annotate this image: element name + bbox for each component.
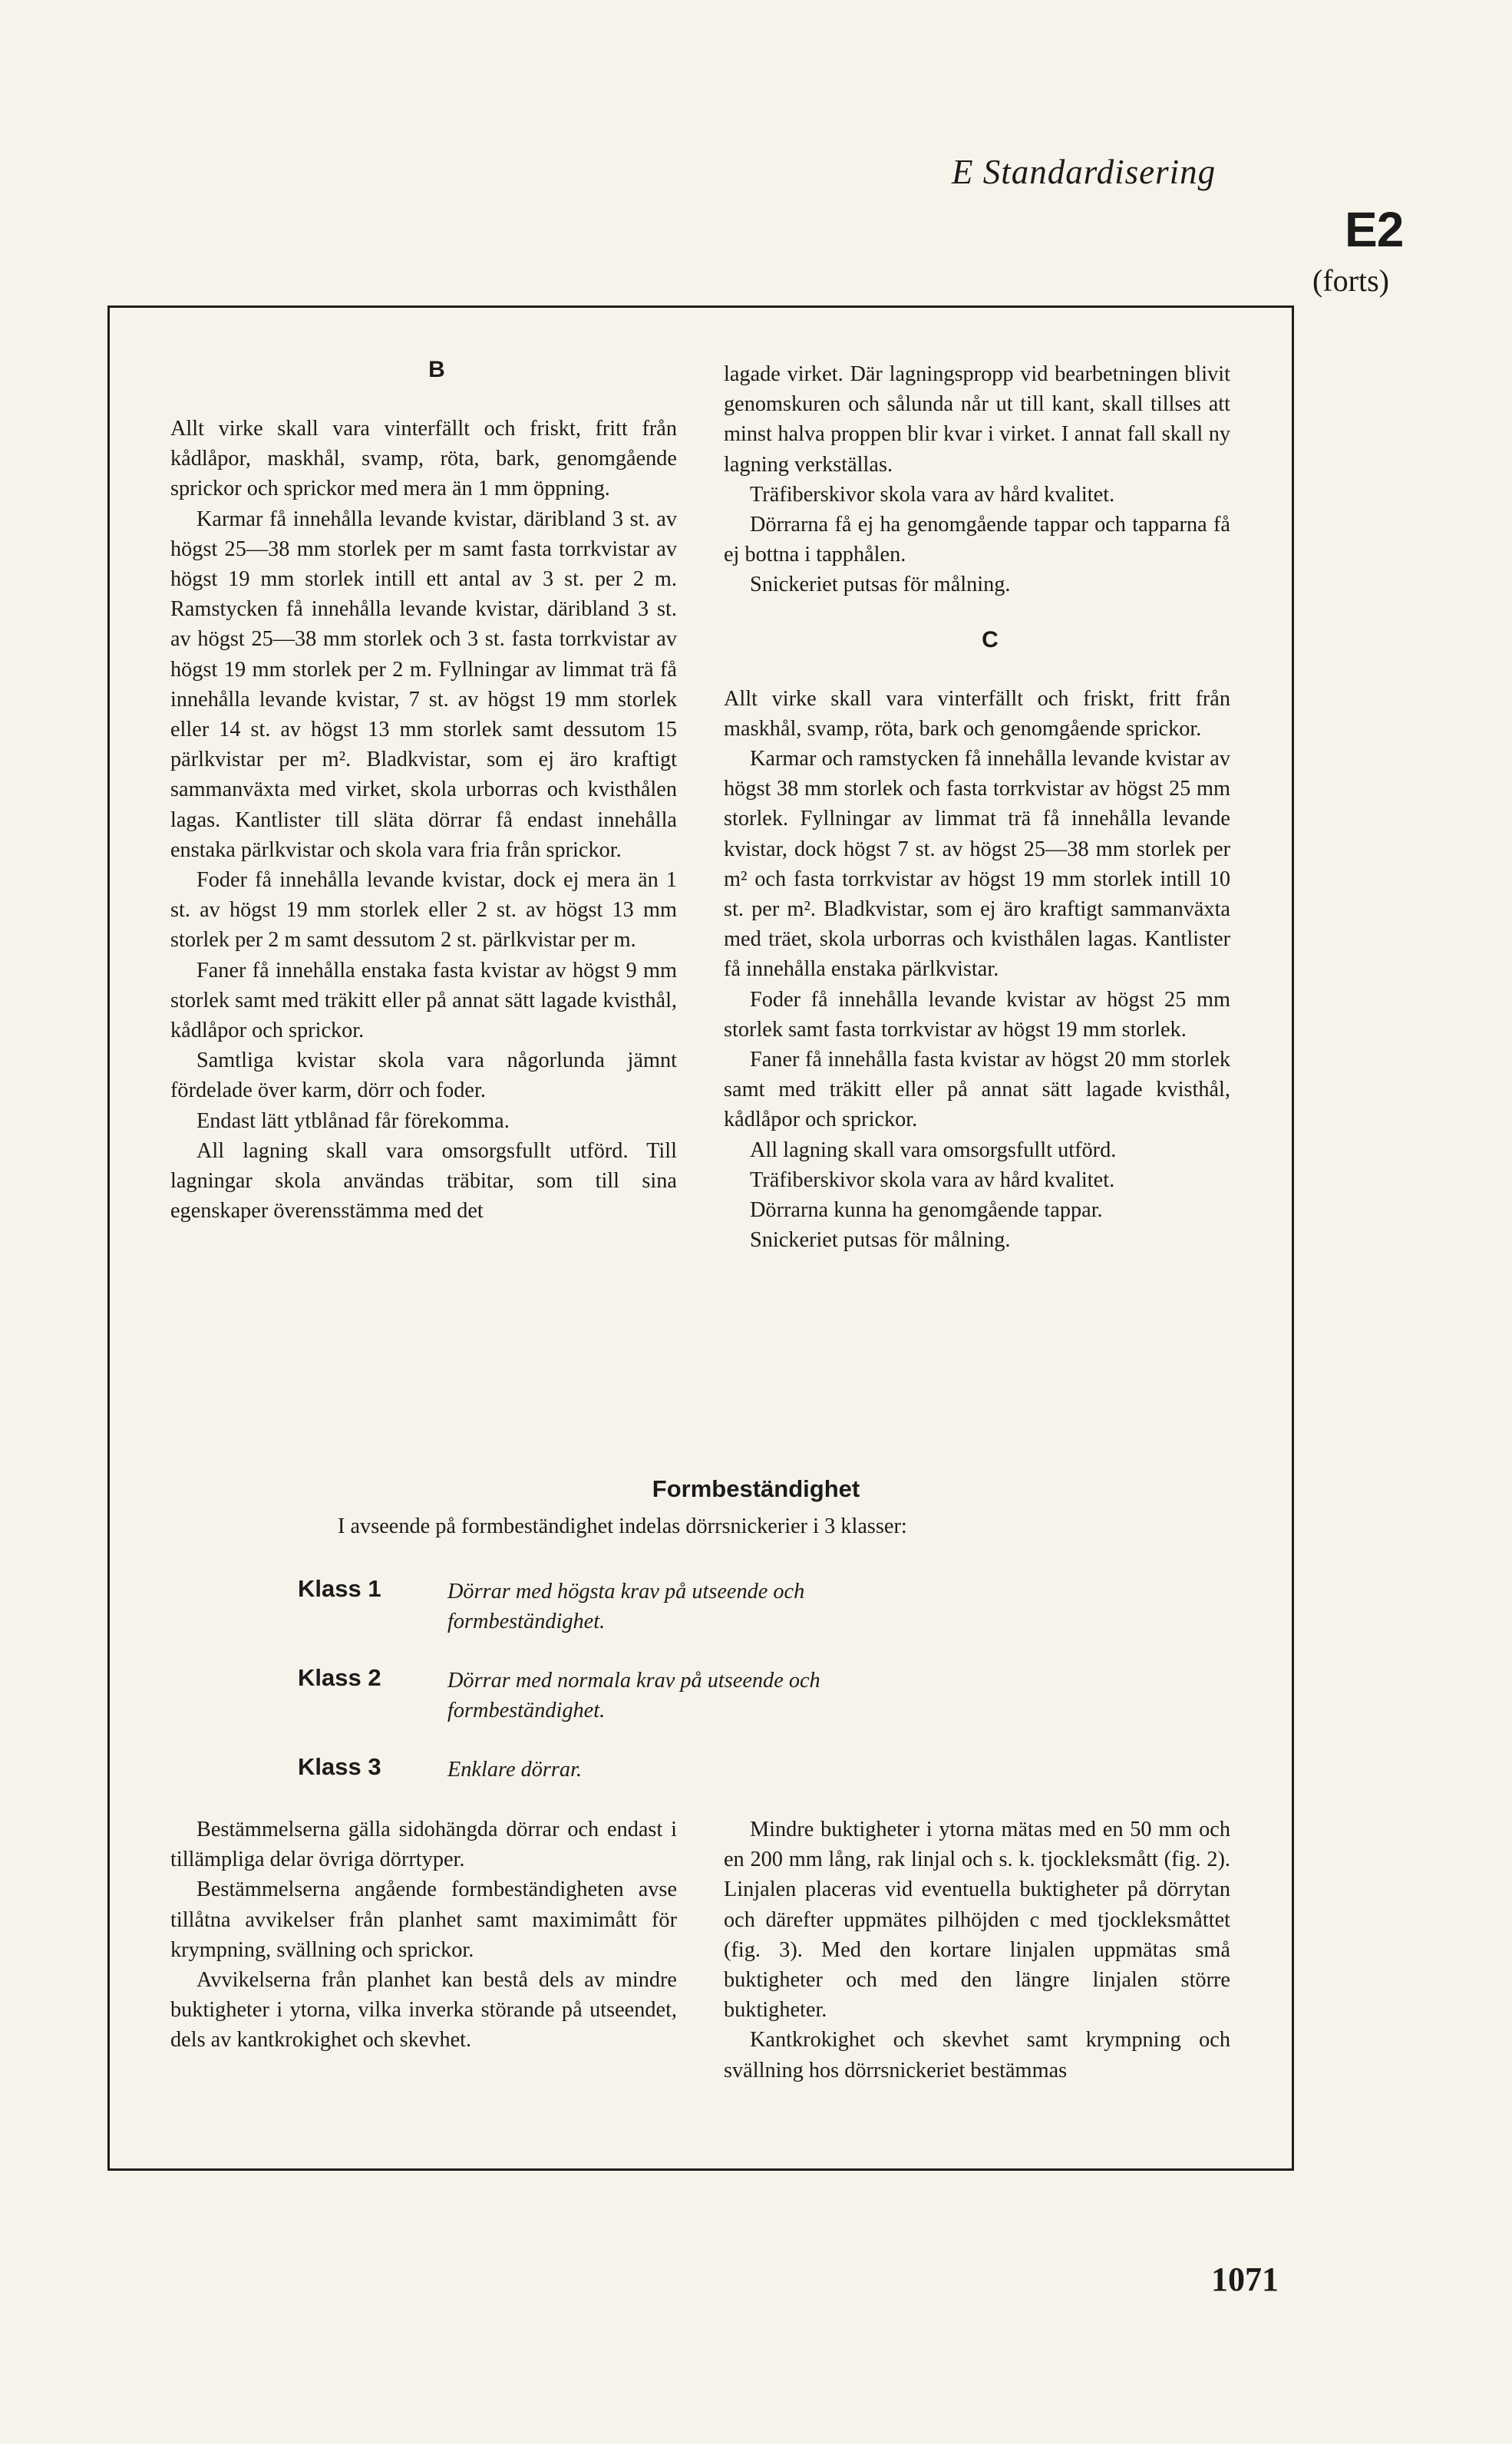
- paragraph: Faner få innehålla enstaka fasta kvistar av högst 9 mm storlek samt med träkitt eller på annat sätt lagade kvisthål, kådlåpor och sprickor.: [170, 958, 677, 1043]
- paragraph: Allt virke skall vara vinterfällt och friskt, fritt från maskhål, svamp, röta, bark och genomgående sprickor.: [724, 686, 1230, 741]
- paragraph: Foder få innehålla levande kvistar av högst 25 mm storlek samt fasta torrkvistar av högst 19 mm storlek.: [724, 987, 1230, 1042]
- paragraph: Träfiberskivor skola vara av hård kvalitet.: [750, 482, 1115, 507]
- column-c: [724, 359, 1230, 1255]
- section-code: E2: [1345, 202, 1404, 257]
- paragraph: Bestämmelserna angående formbeständigheten avse tillåtna avvikelser från planhet samt maximimått för krympning, svällning och sprickor.: [170, 1878, 677, 1962]
- paragraph: All lagning skall vara omsorgsfullt utförd. Till lagningar skola användas träbitar, som till sina egenskaper överensstämma med det: [170, 1138, 677, 1224]
- class-1-description: Dörrar med högsta krav på utseende och formbeständighet.: [447, 1580, 805, 1633]
- paragraph: Bestämmelserna gälla sidohängda dörrar och endast i tillämpliga delar övriga dörrtyper.: [170, 1818, 677, 1872]
- paragraph: Snickeriet putsas för målning.: [750, 573, 1011, 597]
- continued-label: (forts): [1312, 263, 1389, 298]
- page-number: 1071: [1211, 2261, 1279, 2298]
- section-title: E Standardisering: [952, 153, 1217, 191]
- column-b: [170, 355, 677, 1226]
- paragraph: Avvikelserna från planhet kan bestå dels av mindre buktigheter i ytorna, vilka inverka störande på utseendet, dels av kantkrokighet och skevhet.: [170, 1968, 677, 2053]
- formbestandighet-heading: Formbeständighet: [652, 1475, 860, 1502]
- paragraph: Dörrarna få ej ha genomgående tappar och tapparna få ej bottna i tapphålen.: [724, 513, 1230, 567]
- class-3-label: Klass 3: [298, 1753, 381, 1780]
- paragraph: lagade virket. Där lagningspropp vid bearbetningen blivit genomskuren och sålunda når ut till kant, skall tillses att minst halva proppen blir kvar i virket. I annat fall skall ny lagning verkställas.: [724, 362, 1230, 477]
- paragraph: Karmar få innehålla levande kvistar, däribland 3 st. av högst 25—38 mm storlek per m samt fasta torrkvistar av högst 19 mm storlek intill ett antal av 3 st. per 2 m. Ramstycken få innehålla levande kvistar, däribland 3 st. av högst 25—38 mm storlek och 3 st. fasta torrkvistar av högst 19 mm storlek per 2 m. Fyllningar av limmat trä få innehålla levande kvistar, 7 st. av högst 19 mm storlek eller 14 st. av högst 13 mm storlek samt dessutom 15 pärlkvistar per m². Bladkvistar, som ej äro kraftigt sammanväxta med virket, skola urborras och kvisthålen lagas. Kantlister till släta dörrar få endast innehålla enstaka pärlkvistar och skola vara fria från sprickor.: [170, 507, 677, 862]
- paragraph: Karmar och ramstycken få innehålla levande kvistar av högst 38 mm storlek och fasta torrkvistar av högst 25 mm storlek. Fyllningar av limmat trä få innehålla levande kvistar, dock högst 7 st. av högst 25—38 mm storlek per m² och fasta torrkvistar av högst 19 mm storlek intill 10 st. per m². Bladkvistar, som ej äro kraftigt sammanväxta med träet, skola urborras och kvisthålen lagas. Kantlister få innehålla enstaka pärlkvistar.: [724, 747, 1230, 982]
- class-2-description: Dörrar med normala krav på utseende och formbeständighet.: [447, 1669, 820, 1722]
- class-3-description: Enklare dörrar.: [447, 1758, 583, 1782]
- paragraph: Kantkrokighet och skevhet samt krympning och svällning hos dörrsnickeriet bestämmas: [724, 2028, 1230, 2082]
- paragraph: Foder få innehålla levande kvistar, dock ej mera än 1 st. av högst 19 mm storlek eller 2 st. av högst 13 mm storlek per 2 m samt dessutom 2 st. pärlkvistar per m.: [170, 868, 677, 953]
- bottom-left-column: [170, 1815, 677, 2056]
- paragraph: Träfiberskivor skola vara av hård kvalitet.: [750, 1168, 1115, 1192]
- class-2-label: Klass 2: [298, 1664, 381, 1691]
- column-b-heading: B: [428, 357, 445, 382]
- paragraph: Endast lätt ytblånad får förekomma.: [196, 1108, 510, 1133]
- paragraph: Faner få innehålla fasta kvistar av högst 20 mm storlek samt med träkitt eller på annat sätt lagade kvisthål, kådlåpor och sprickor.: [724, 1048, 1230, 1132]
- class-1-label: Klass 1: [298, 1575, 381, 1602]
- paragraph: Snickeriet putsas för målning.: [750, 1228, 1011, 1253]
- bottom-right-column: [724, 1815, 1230, 2086]
- paragraph: Dörrarna kunna ha genomgående tappar.: [750, 1198, 1103, 1223]
- paragraph: Mindre buktigheter i ytorna mätas med en 50 mm och en 200 mm lång, rak linjal och s. k. tjockleksmått (fig. 2). Linjalen placeras vid eventuella buktigheter på dörrytan och därefter uppmätes pilhöjden c med tjockleksmåttet (fig. 3). Med den kortare linjalen uppmätas små buktigheter och med den längre linjalen större buktigheter.: [724, 1818, 1230, 2023]
- paragraph: All lagning skall vara omsorgsfullt utförd.: [750, 1138, 1117, 1162]
- formbestandighet-intro: I avseende på formbeständighet indelas dörrsnickerier i 3 klasser:: [338, 1514, 907, 1538]
- paragraph: Allt virke skall vara vinterfällt och friskt, fritt från kådlåpor, maskhål, svamp, röta, bark, genomgående sprickor och sprickor med mera än 1 mm öppning.: [170, 417, 677, 501]
- paragraph: Samtliga kvistar skola vara någorlunda jämnt fördelade över karm, dörr och foder.: [170, 1049, 677, 1103]
- column-c-heading: C: [982, 626, 999, 652]
